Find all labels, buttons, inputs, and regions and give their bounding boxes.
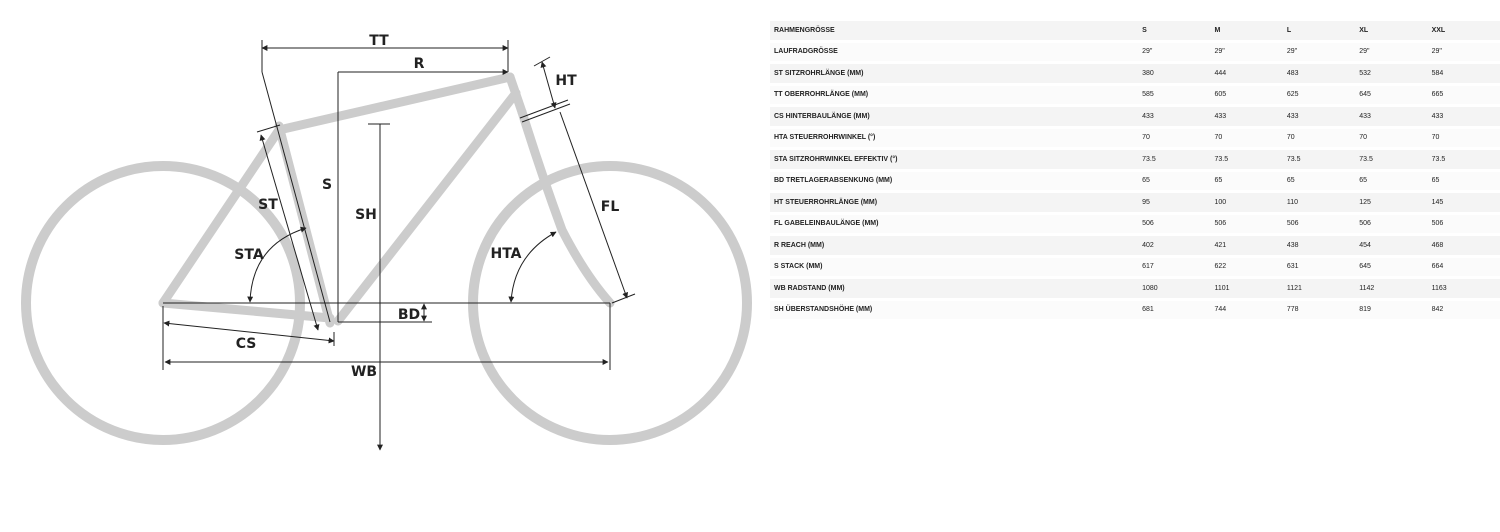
label-bd: BD	[397, 307, 421, 323]
row-value: 73.5	[1211, 150, 1283, 169]
header-size-l: L	[1283, 21, 1355, 40]
row-value: 605	[1211, 86, 1283, 105]
row-value: 380	[1138, 64, 1210, 83]
label-st: ST	[258, 197, 278, 213]
row-value: 433	[1211, 107, 1283, 126]
row-value: 145	[1428, 193, 1500, 212]
row-label: ST SITZROHRLÄNGE (MM)	[770, 64, 1138, 83]
row-value: 65	[1211, 172, 1283, 191]
ht-dimension	[542, 62, 555, 108]
row-value: 585	[1138, 86, 1210, 105]
header-size-xl: XL	[1355, 21, 1427, 40]
row-value: 29"	[1428, 43, 1500, 62]
row-value: 506	[1138, 215, 1210, 234]
row-label: S STACK (MM)	[770, 258, 1138, 277]
row-value: 625	[1283, 86, 1355, 105]
table-row	[770, 172, 1500, 191]
row-value: 1080	[1138, 279, 1210, 298]
table-row	[770, 301, 1500, 320]
row-value: 110	[1283, 193, 1355, 212]
table-row	[770, 215, 1500, 234]
label-wb: WB	[350, 364, 378, 380]
row-value: 29"	[1211, 43, 1283, 62]
row-value: 65	[1138, 172, 1210, 191]
fork	[522, 112, 610, 303]
row-label: TT OBERROHRLÄNGE (MM)	[770, 86, 1138, 105]
row-value: 402	[1138, 236, 1210, 255]
row-value: 744	[1211, 301, 1283, 320]
row-value: 631	[1283, 258, 1355, 277]
row-value: 842	[1428, 301, 1500, 320]
row-label: BD TRETLAGERABSENKUNG (MM)	[770, 172, 1138, 191]
head-tube	[510, 77, 522, 112]
row-value: 584	[1428, 64, 1500, 83]
row-value: 95	[1138, 193, 1210, 212]
label-hta: HTA	[490, 246, 522, 262]
header-frame-size: RAHMENGRÖSSE	[770, 21, 1138, 40]
table-row	[770, 64, 1500, 83]
row-value: 29"	[1355, 43, 1427, 62]
row-value: 433	[1138, 107, 1210, 126]
label-sh: SH	[355, 207, 377, 223]
row-value: 506	[1428, 215, 1500, 234]
row-label: R REACH (MM)	[770, 236, 1138, 255]
row-value: 1101	[1211, 279, 1283, 298]
row-value: 433	[1428, 107, 1500, 126]
table-row	[770, 279, 1500, 298]
seat-stay	[163, 130, 279, 303]
row-value: 645	[1355, 86, 1427, 105]
row-value: 70	[1428, 129, 1500, 148]
row-value: 454	[1355, 236, 1427, 255]
hta-arc	[511, 232, 556, 302]
row-label: SH ÜBERSTANDSHÖHE (MM)	[770, 301, 1138, 320]
row-value: 65	[1428, 172, 1500, 191]
row-value: 421	[1211, 236, 1283, 255]
row-value: 1142	[1355, 279, 1427, 298]
label-fl: FL	[600, 199, 620, 215]
row-label: WB RADSTAND (MM)	[770, 279, 1138, 298]
row-value: 664	[1428, 258, 1500, 277]
table-header-row	[770, 21, 1500, 40]
row-value: 433	[1283, 107, 1355, 126]
table-row	[770, 129, 1500, 148]
header-size-m: M	[1211, 21, 1283, 40]
table-row	[770, 193, 1500, 212]
label-s: S	[321, 177, 333, 193]
row-value: 433	[1355, 107, 1427, 126]
row-label: HT STEUERROHRLÄNGE (MM)	[770, 193, 1138, 212]
row-label: STA SITZROHRWINKEL EFFEKTIV (°)	[770, 150, 1138, 169]
row-value: 532	[1355, 64, 1427, 83]
table-row	[770, 43, 1500, 62]
header-size-xxl: XXL	[1428, 21, 1500, 40]
row-value: 778	[1283, 301, 1355, 320]
row-label: LAUFRADGRÖSSE	[770, 43, 1138, 62]
table-row	[770, 258, 1500, 277]
row-label: FL GABELEINBAULÄNGE (MM)	[770, 215, 1138, 234]
row-value: 70	[1138, 129, 1210, 148]
row-value: 73.5	[1355, 150, 1427, 169]
label-ht: HT	[555, 73, 577, 89]
row-value: 681	[1138, 301, 1210, 320]
row-value: 622	[1211, 258, 1283, 277]
table-row	[770, 107, 1500, 126]
row-value: 73.5	[1138, 150, 1210, 169]
label-tt: TT	[369, 33, 389, 49]
row-value: 73.5	[1428, 150, 1500, 169]
row-value: 1121	[1283, 279, 1355, 298]
row-value: 483	[1283, 64, 1355, 83]
row-value: 65	[1283, 172, 1355, 191]
row-value: 645	[1355, 258, 1427, 277]
row-value: 70	[1283, 129, 1355, 148]
header-size-s: S	[1138, 21, 1210, 40]
row-value: 506	[1283, 215, 1355, 234]
row-value: 665	[1428, 86, 1500, 105]
row-value: 73.5	[1283, 150, 1355, 169]
row-label: CS HINTERBAULÄNGE (MM)	[770, 107, 1138, 126]
row-value: 1163	[1428, 279, 1500, 298]
geometry-table-body	[770, 21, 1500, 319]
row-value: 65	[1355, 172, 1427, 191]
row-value: 444	[1211, 64, 1283, 83]
table-row	[770, 236, 1500, 255]
row-value: 506	[1355, 215, 1427, 234]
row-value: 70	[1355, 129, 1427, 148]
table-row	[770, 150, 1500, 169]
row-label: HTA STEUERROHRWINKEL (°)	[770, 129, 1138, 148]
row-value: 468	[1428, 236, 1500, 255]
row-value: 29"	[1138, 43, 1210, 62]
row-value: 506	[1211, 215, 1283, 234]
row-value: 819	[1355, 301, 1427, 320]
row-value: 438	[1283, 236, 1355, 255]
row-value: 617	[1138, 258, 1210, 277]
label-r: R	[413, 56, 425, 72]
geometry-table	[770, 18, 1500, 322]
row-value: 29"	[1283, 43, 1355, 62]
label-cs: CS	[235, 336, 257, 352]
row-value: 100	[1211, 193, 1283, 212]
label-sta: STA	[234, 247, 264, 263]
row-value: 125	[1355, 193, 1427, 212]
row-value: 70	[1211, 129, 1283, 148]
table-row	[770, 86, 1500, 105]
top-tube	[279, 77, 510, 130]
